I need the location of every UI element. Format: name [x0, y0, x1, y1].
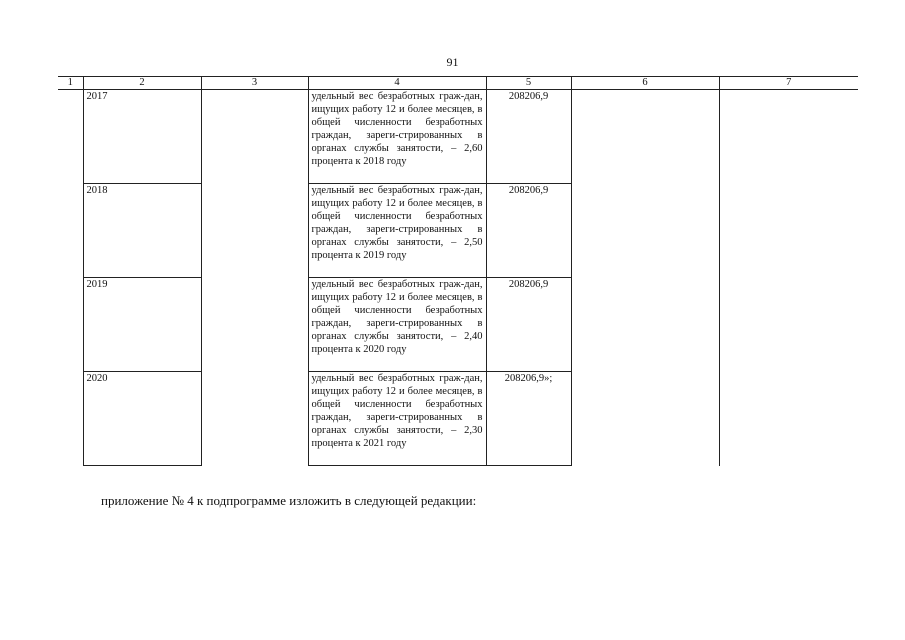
page-number: 91	[446, 55, 459, 69]
column-6-cell	[571, 90, 719, 466]
column-header-3: 3	[201, 77, 308, 90]
column-7-cell	[719, 90, 858, 466]
indicator-cell: удельный вес безработных граж-дан, ищущих работу 12 и более месяцев, в общей численности безработных граждан, зареги-стрированных в органах службы занятости, – 2,30 процента к 2021 году	[308, 372, 486, 466]
year-cell: 2017	[83, 90, 201, 184]
column-header-2: 2	[83, 77, 201, 90]
year-cell: 2018	[83, 184, 201, 278]
year-cell: 2019	[83, 278, 201, 372]
column-header-6: 6	[571, 77, 719, 90]
table-row	[58, 90, 858, 184]
indicator-cell: удельный вес безработных граж-дан, ищущих работу 12 и более месяцев, в общей численности безработных граждан, зареги-стрированных в органах службы занятости, – 2,60 процента к 2018 году	[308, 90, 486, 184]
column-1-cell	[58, 90, 83, 466]
amount-cell: 208206,9	[486, 90, 571, 184]
column-header-7: 7	[719, 77, 858, 90]
amount-cell: 208206,9	[486, 184, 571, 278]
year-cell: 2020	[83, 372, 201, 466]
amount-cell: 208206,9	[486, 278, 571, 372]
indicator-cell: удельный вес безработных граж-дан, ищущих работу 12 и более месяцев, в общей численности безработных граждан, зареги-стрированных в органах службы занятости, – 2,40 процента к 2020 году	[308, 278, 486, 372]
instruction-text: приложение № 4 к подпрограмме изложить в следующей редакции:	[101, 493, 477, 508]
column-header-4: 4	[308, 77, 486, 90]
column-header-1: 1	[58, 77, 83, 90]
column-3-cell	[201, 90, 308, 466]
indicator-cell: удельный вес безработных граж-дан, ищущих работу 12 и более месяцев, в общей численности безработных граждан, зареги-стрированных в органах службы занятости, – 2,50 процента к 2019 году	[308, 184, 486, 278]
header-row	[58, 77, 858, 90]
amount-cell: 208206,9»;	[486, 372, 571, 466]
column-header-5: 5	[486, 77, 571, 90]
program-table	[58, 76, 858, 466]
